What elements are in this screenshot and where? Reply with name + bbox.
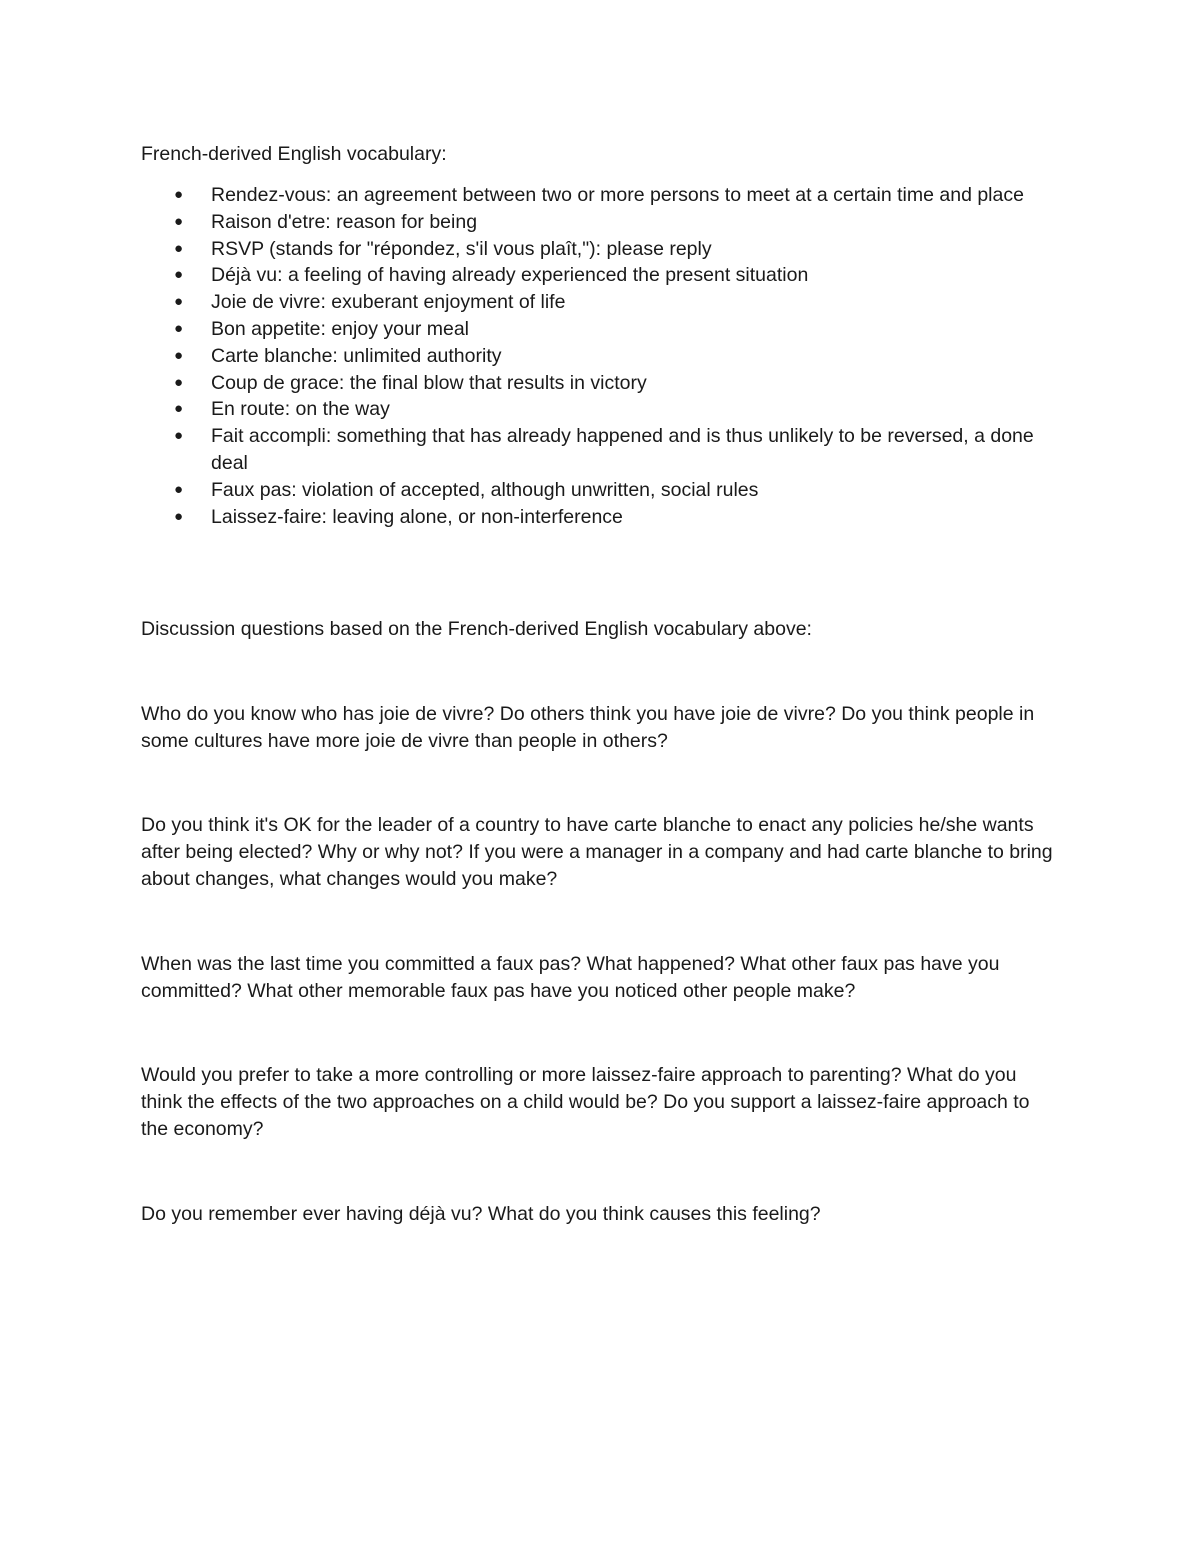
bullet-icon: ● <box>174 319 184 337</box>
vocab-item <box>141 262 1071 289</box>
vocab-item-text: Carte blanche: unlimited authority <box>211 344 502 367</box>
vocab-item <box>141 370 1071 397</box>
bullet-icon: ● <box>174 400 184 418</box>
vocab-item <box>141 423 1071 477</box>
bullet-icon: ● <box>174 507 184 525</box>
vocab-item-text: Joie de vivre: exuberant enjoyment of life <box>211 291 566 314</box>
vocab-item <box>141 396 1071 423</box>
vocab-item <box>141 182 1071 209</box>
bullet-icon: ● <box>174 293 184 311</box>
vocab-heading: French-derived English vocabulary: <box>141 143 447 165</box>
vocab-item <box>141 477 1071 504</box>
vocab-item-text: Coup de grace: the final blow that results in victory <box>211 371 647 394</box>
vocab-item <box>141 289 1071 316</box>
vocab-list <box>141 182 1071 530</box>
vocab-item-text: Raison d'etre: reason for being <box>211 210 478 233</box>
vocab-item-text: Déjà vu: a feeling of having already experienced the present situation <box>211 264 809 287</box>
discussion-question: When was the last time you committed a faux pas? What happened? What other faux pas have you committed? What other memorable faux pas have you noticed other people make? <box>141 953 1000 1002</box>
vocab-item-text: RSVP (stands for "répondez, s'il vous plaît,"): please reply <box>211 237 712 260</box>
bullet-icon: ● <box>174 186 184 203</box>
vocab-item <box>141 504 1071 531</box>
vocab-item-text: Rendez-vous: an agreement between two or more persons to meet at a certain time and place <box>211 184 1024 206</box>
vocab-item-text: En route: on the way <box>211 398 390 421</box>
vocab-item <box>141 343 1071 370</box>
bullet-icon: ● <box>174 212 184 230</box>
bullet-icon: ● <box>174 239 184 257</box>
vocab-item <box>141 209 1071 236</box>
discussion-question: Do you remember ever having déjà vu? What do you think causes this feeling? <box>141 1203 821 1225</box>
vocab-item-text: Faux pas: violation of accepted, although unwritten, social rules <box>211 478 759 501</box>
bullet-icon: ● <box>174 346 184 364</box>
discussion-question: Do you think it's OK for the leader of a country to have carte blanche to enact any policies he/she wants after being elected? Why or why not? If you were a manager in a company and had carte blanche to bring about changes, what changes would you make? <box>141 814 1053 890</box>
vocab-item-text: Laissez-faire: leaving alone, or non-interference <box>211 505 623 528</box>
bullet-icon: ● <box>174 266 184 284</box>
vocab-item-text: Bon appetite: enjoy your meal <box>211 317 469 340</box>
bullet-icon: ● <box>174 427 184 445</box>
questions-heading: Discussion questions based on the French-derived English vocabulary above: <box>141 618 812 640</box>
vocab-item-text: Fait accompli: something that has already happened and is thus unlikely to be reversed, a done deal <box>211 425 1034 474</box>
vocab-item <box>141 316 1071 343</box>
bullet-icon: ● <box>174 373 184 391</box>
discussion-question: Would you prefer to take a more controlling or more laissez-faire approach to parenting? What do you think the effects of the two approaches on a child would be? Do you support a laissez-faire approach to the economy? <box>141 1064 1030 1140</box>
bullet-icon: ● <box>174 480 184 498</box>
vocab-item <box>141 236 1071 263</box>
discussion-question: Who do you know who has joie de vivre? Do others think you have joie de vivre? Do you think people in some cultures have more joie de vivre than people in others? <box>141 703 1035 752</box>
